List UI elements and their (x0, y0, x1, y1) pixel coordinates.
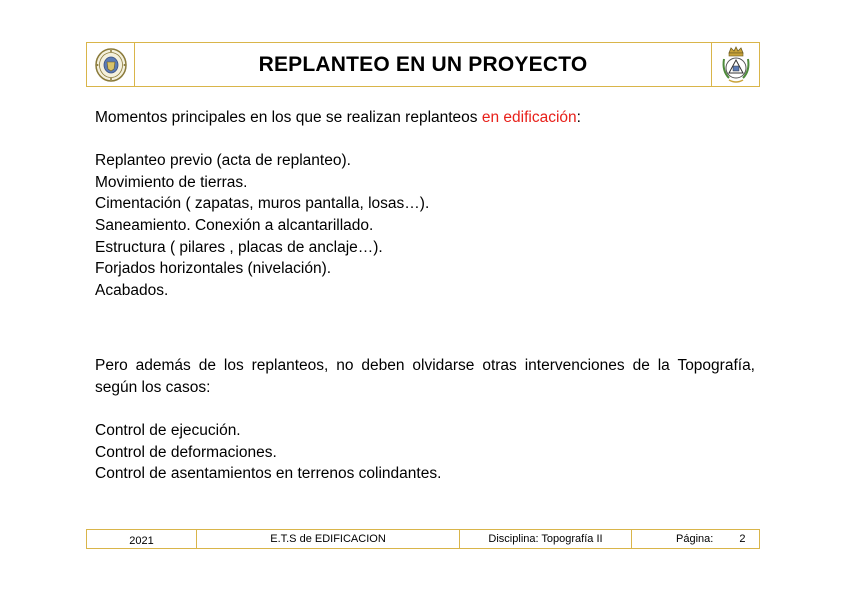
moment-item: Cimentación ( zapatas, muros pantalla, losas…). (95, 195, 430, 213)
left-logo-cell (87, 43, 135, 86)
footer-discipline: Disciplina: Topografía II (460, 530, 632, 548)
moment-item: Replanteo previo (acta de replanteo). (95, 152, 351, 170)
intro-highlight: en edificación (481, 109, 577, 126)
slide-header (86, 42, 760, 87)
page-label: Página: (676, 533, 714, 545)
topography-paragraph: Pero además de los replanteos, no deben olvidarse otras intervenciones de la Topografía, según los casos: (95, 357, 755, 396)
moment-item: Saneamiento. Conexión a alcantarillado. (95, 216, 374, 234)
intro-text: Momentos principales en los que se realizan replanteos (95, 109, 482, 126)
footer-page (632, 530, 759, 548)
moment-item: Movimiento de tierras. (95, 173, 248, 191)
slide-footer (86, 529, 760, 549)
moment-item: Estructura ( pilares , placas de anclaje…). (95, 238, 383, 256)
right-logo-cell (711, 43, 759, 86)
title-cell (135, 43, 711, 86)
page-number: 2 (739, 533, 746, 545)
moment-item: Forjados horizontales (nivelación). (95, 260, 332, 278)
page-title: REPLANTEO EN UN PROYECTO (258, 52, 588, 76)
slide-content (95, 107, 755, 485)
footer-school: E.T.S de EDIFICACION (197, 530, 460, 548)
intro-end: : (576, 109, 581, 126)
moment-item: Acabados. (95, 281, 169, 299)
control-item: Control de asentamientos en terrenos colindantes. (95, 465, 442, 483)
footer-year: 2021 (87, 530, 197, 548)
university-seal-icon (94, 47, 128, 83)
crest-icon (719, 45, 753, 85)
control-item: Control de ejecución. (95, 422, 241, 440)
intro-line (95, 107, 755, 129)
control-item: Control de deformaciones. (95, 443, 277, 461)
